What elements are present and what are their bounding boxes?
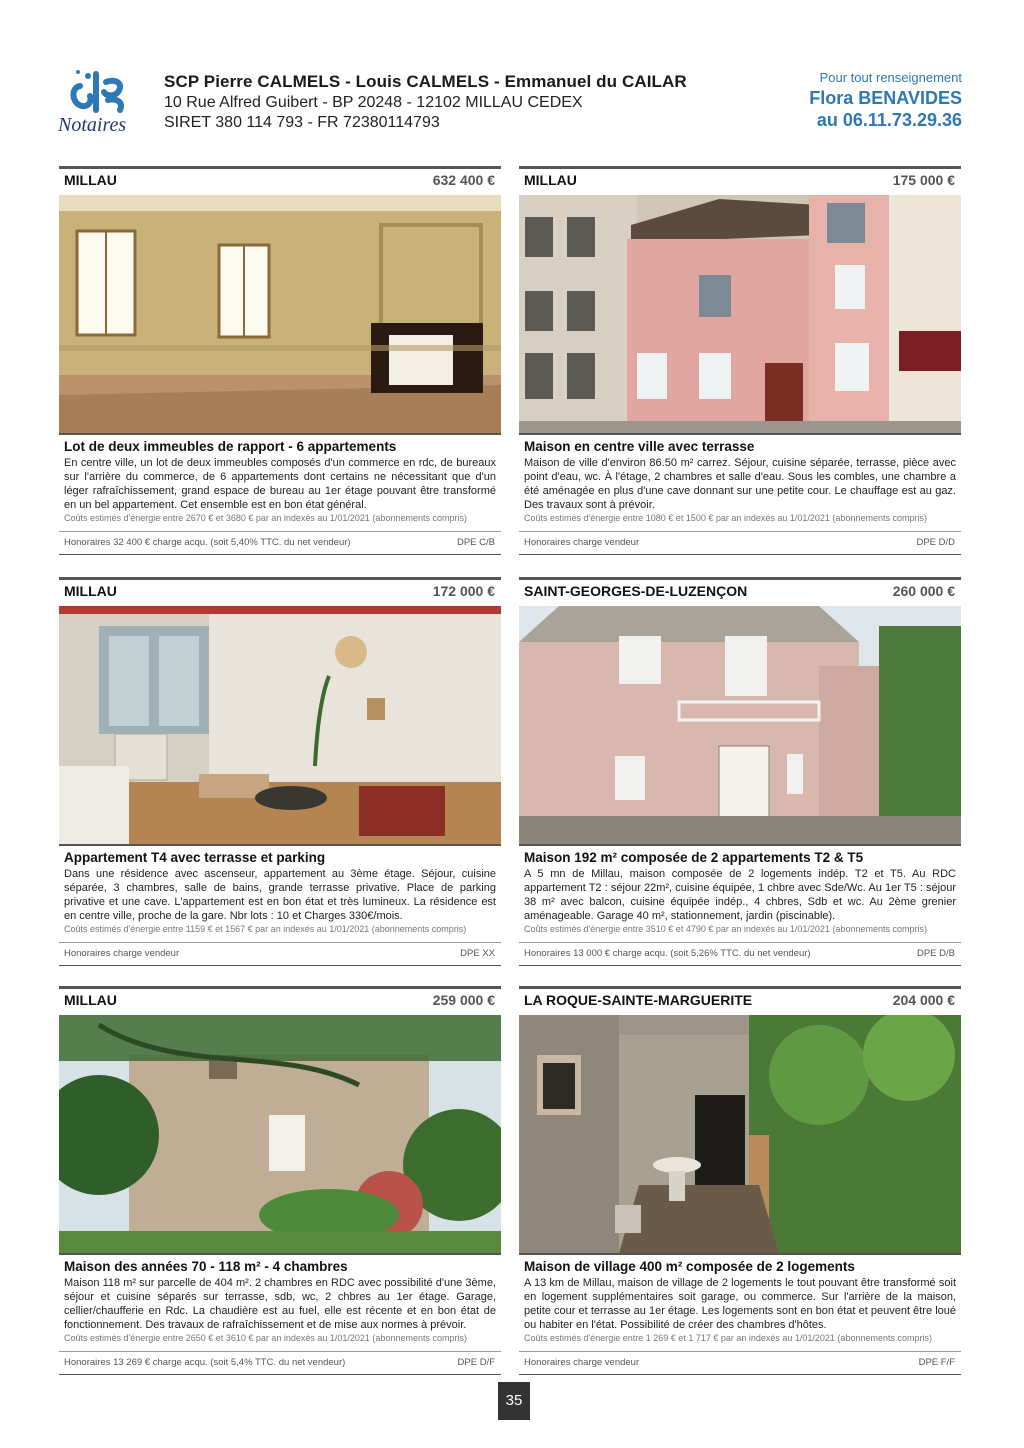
townhouse-facade-image — [519, 195, 961, 433]
listing-dpe: DPE C/B — [456, 537, 495, 548]
listing-photo[interactable] — [59, 606, 501, 844]
office-address: 10 Rue Alfred Guibert - BP 20248 - 12102 MILLAU CEDEX — [164, 94, 583, 111]
office-info — [164, 72, 687, 132]
listing-title: Appartement T4 avec terrasse et parking — [59, 844, 501, 867]
page-number: 35 — [498, 1382, 530, 1420]
listing-dpe: DPE D/D — [916, 537, 955, 548]
listing-energy-costs: Coûts estimés d'énergie entre 3510 € et 4790 € par an indexés au 1/01/2021 (abonnements compris) — [524, 924, 927, 934]
listing-card[interactable] — [59, 986, 501, 1375]
listing-title: Maison 192 m² composée de 2 appartements T2 & T5 — [519, 844, 961, 867]
listing-title: Maison de village 400 m² composée de 2 logements — [519, 1253, 961, 1276]
listing-description: A 13 km de Millau, maison de village de 2 logements le tout pouvant être transformé soit en logement supplémentaires soit garage, ou commerce. Sur l'arrière de la maison, petite cour et terrasse au 1er étage. Les logements sont en bon état et peuvent être loué ou habiter en l'état. Possibilité de créer des chambres d'hôtes. — [524, 1277, 956, 1331]
office-siret: SIRET 380 114 793 - FR 72380114793 — [164, 114, 440, 131]
contact-label: Pour tout renseignement — [819, 70, 962, 85]
listing-energy-costs: Coûts estimés d'énergie entre 2650 € et 3610 € par an indexés au 1/01/2021 (abonnements compris) — [64, 1333, 467, 1343]
listing-fees: Honoraires 32 400 € charge acqu. (soit 5,40% TTC. du net vendeur) — [64, 537, 351, 548]
listing-energy-costs: Coûts estimés d'énergie entre 1159 € et 1567 € par an indexés au 1/01/2021 (abonnements compris) — [64, 924, 467, 934]
interior-room-image — [59, 195, 501, 433]
listing-fees: Honoraires charge vendeur — [524, 537, 640, 548]
notaires-logo — [58, 66, 150, 142]
listing-header — [519, 166, 961, 195]
listing-price: 632 400 € — [432, 172, 495, 188]
listing-price: 260 000 € — [892, 583, 955, 599]
listing-dpe: DPE XX — [460, 948, 495, 959]
listing-energy-costs: Coûts estimés d'énergie entre 1080 € et 1500 € par an indexés au 1/01/2021 (abonnements compris) — [524, 513, 927, 523]
contact-name: Flora BENAVIDES — [809, 88, 962, 108]
notaires-emblem-icon — [58, 66, 150, 116]
listing-photo[interactable] — [59, 195, 501, 433]
logo-word: Notaires — [58, 114, 127, 136]
stone-house-image — [59, 1015, 501, 1253]
office-name: SCP Pierre CALMELS - Louis CALMELS - Emmanuel du CAILAR — [164, 72, 687, 91]
listing-fees: Honoraires 13 269 € charge acqu. (soit 5,4% TTC. du net vendeur) — [64, 1357, 346, 1368]
listing-price: 204 000 € — [892, 992, 955, 1008]
contact-phone[interactable]: au 06.11.73.29.36 — [816, 110, 962, 130]
listing-header — [59, 577, 501, 606]
listing-title: Maison en centre ville avec terrasse — [519, 433, 961, 456]
listing-card[interactable] — [519, 166, 961, 555]
listing-city: MILLAU — [64, 992, 117, 1008]
listing-dpe: DPE D/B — [916, 948, 955, 959]
listing-title: Maison des années 70 - 118 m² - 4 chambres — [59, 1253, 501, 1276]
listing-card[interactable] — [59, 166, 501, 555]
listing-fees: Honoraires charge vendeur — [64, 948, 180, 959]
village-house-terrace-image — [519, 1015, 961, 1253]
listing-energy-costs: Coûts estimés d'énergie entre 2670 € et 3680 € par an indexés au 1/01/2021 (abonnements compris) — [64, 513, 467, 523]
listing-footer — [519, 531, 961, 555]
listing-header — [519, 986, 961, 1015]
listing-description: Dans une résidence avec ascenseur, appartement au 3ème étage. Séjour, cuisine séparée, 3 chambres, salle de bains, grande terrasse privative. Place de parking privative et une cave. L'appartement est en bon état et très lumineux. La résidence est en centre ville, proche de la gare. Nbr lots : 10 et Charges 330€/mois. — [64, 868, 496, 922]
listing-footer — [59, 531, 501, 555]
page-header — [58, 66, 962, 146]
listing-photo[interactable] — [519, 195, 961, 433]
listing-energy-costs: Coûts estimés d'énergie entre 1 269 € et 1 717 € par an indexés au 1/01/2021 (abonnements compris) — [524, 1333, 932, 1343]
listing-footer — [519, 942, 961, 966]
listing-price: 172 000 € — [432, 583, 495, 599]
house-exterior-image — [519, 606, 961, 844]
listing-description: Maison 118 m² sur parcelle de 404 m². 2 chambres en RDC avec possibilité d'une 3ème, séjour et cuisine séparés sur terrasse, sdb, wc, 2 chbres au 1er étage. Garage, cellier/chaufferie en Rdc. La chaudière est au fuel, elle est récente et en bon état de fonctionnement. Des travaux de rafraîchissement et de mise aux normes à prévoir. — [64, 1277, 496, 1331]
listing-footer — [519, 1351, 961, 1375]
listing-fees: Honoraires charge vendeur — [524, 1357, 640, 1368]
listing-photo[interactable] — [59, 1015, 501, 1253]
listing-price: 175 000 € — [892, 172, 955, 188]
listing-footer — [59, 942, 501, 966]
listing-city: MILLAU — [64, 172, 117, 188]
listing-photo[interactable] — [519, 1015, 961, 1253]
listing-card[interactable] — [59, 577, 501, 966]
listing-city: MILLAU — [64, 583, 117, 599]
listing-photo[interactable] — [519, 606, 961, 844]
listing-fees: Honoraires 13 000 € charge acqu. (soit 5,26% TTC. du net vendeur) — [524, 948, 811, 959]
listing-city: MILLAU — [524, 172, 577, 188]
listing-card[interactable] — [519, 986, 961, 1375]
apartment-living-room-image — [59, 606, 501, 844]
listing-dpe: DPE D/F — [457, 1357, 495, 1368]
listing-footer — [59, 1351, 501, 1375]
listing-city: LA ROQUE-SAINTE-MARGUERITE — [524, 992, 753, 1008]
listing-price: 259 000 € — [432, 992, 495, 1008]
listing-title: Lot de deux immeubles de rapport - 6 appartements — [59, 433, 501, 456]
listing-header — [59, 166, 501, 195]
listing-city: SAINT-GEORGES-DE-LUZENÇON — [524, 583, 748, 599]
listing-header — [59, 986, 501, 1015]
listing-card[interactable] — [519, 577, 961, 966]
listing-description: En centre ville, un lot de deux immeubles composés d'un commerce en rdc, de bureaux sur l'arrière du commerce, de 6 appartements dont certains ne nécessitant que d'un léger rafraîchissement, grand espace de bureau au 1er étage pouvant être transformé en un bel appartement. Cet ensemble est en bon état général. — [64, 457, 496, 511]
listing-dpe: DPE F/F — [918, 1357, 955, 1368]
listing-header — [519, 577, 961, 606]
listing-description: Maison de ville d'environ 86.50 m² carrez. Séjour, cuisine séparée, terrasse, pièce avec point d'eau, wc. À l'étage, 2 chambres et salle d'eau. Sous les combles, une chambre a été aménagée en plus d'une cave donnant sur une petite cour. Le chauffage est au gaz. Des travaux sont à prévoir. — [524, 457, 956, 511]
listing-description: A 5 mn de Millau, maison composée de 2 logements indép. T2 et T5. Au RDC appartement T2 : séjour 22m², cuisine équipée, 1 chbre avec Sde/Wc. Au 1er T5 : séjour 38 m² avec balcon, cuisine équipée indép., 4 chbres, Sdb et wc. Au 2ème grenier aménageable. Garage 40 m², stationnement, jardin (piscinable). — [524, 868, 956, 922]
contact-block — [809, 70, 962, 131]
